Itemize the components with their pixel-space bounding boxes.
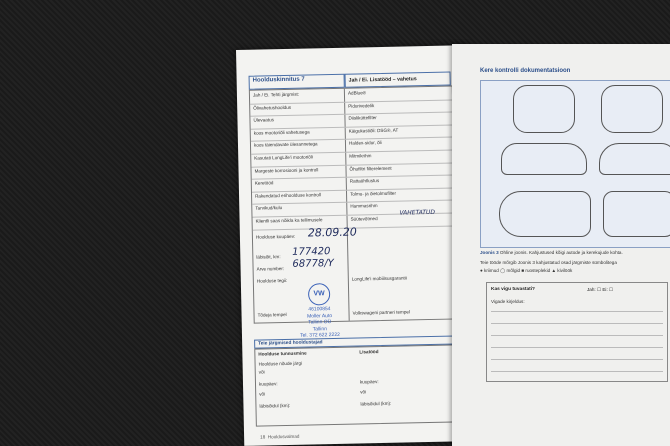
date-row: Hoolduse kuupäev: <box>255 233 296 240</box>
handwritten-mileage: 177420 <box>292 246 331 258</box>
mileage-field: läbisõidul (km): <box>259 402 291 409</box>
write-line <box>491 371 663 372</box>
mileage-row: läbisõit, km: <box>256 254 281 260</box>
grid-row: Klientli saas nõikla ka tellimusele Süütevõtmed <box>252 212 454 230</box>
figure-caption: Joonis 3 Ohline joonis. Kahjustused kõigi autode ja kerekujude kohta. <box>480 250 623 255</box>
car-interior-view-icon <box>603 191 670 237</box>
grid-row: Kasutati LongLife'i mootoriõli Mitmikrihm <box>251 149 453 167</box>
handwritten-order: 68778/Y <box>292 258 334 270</box>
body-inspection-title: Kere kontrolli dokumentatsioon <box>480 68 571 74</box>
write-line <box>491 323 663 324</box>
defects-question: Kas vigu tuvastati? <box>491 287 535 292</box>
col2-header: Lisatööd <box>359 349 379 355</box>
write-line <box>491 335 663 336</box>
date-field-2: kuupäev: <box>359 379 379 385</box>
stamp-code: 46100854 <box>308 306 331 313</box>
grid-row: Ülevaatus Diisliküttefilter <box>250 112 452 130</box>
grid-row: Rakendatud erihoolduse kontroll Tolmu- ja õietolmufilter <box>252 187 454 205</box>
next-service-grid <box>254 344 460 426</box>
page-number: 18 Hooldusvalmad <box>260 433 300 440</box>
car-rear-view-icon <box>601 85 663 133</box>
symbols-note: Teie tööde mõrgib Joonis 3 kahjustatud osad järgmiste sümbolitega <box>480 260 617 265</box>
or-label: või <box>258 369 265 375</box>
vw-logo-icon: VW <box>308 283 330 305</box>
stamp-city: Tallinn <box>312 325 328 332</box>
stamp-company: Tallinn OÜ <box>308 319 332 326</box>
left-page <box>236 45 476 446</box>
service-header: Hoolduskinnitus 7 <box>249 74 345 90</box>
stamp-name: Moller Auto <box>307 312 333 320</box>
or-label-3: või <box>360 389 367 395</box>
grid-row: koos täiendavate ülesannetega Haldex-sidur, õli <box>251 137 453 155</box>
defects-description-label: Vigade kirjeldus: <box>491 299 525 304</box>
dealer-stamp <box>293 283 346 344</box>
defects-box <box>486 282 668 382</box>
footer-text: Hooldusvalmad <box>267 433 300 440</box>
grid-row: Jah / Ei. Tehti järgmist: AdBlue® <box>250 86 452 104</box>
handwritten-note: VAHETATUD <box>399 208 436 217</box>
grid-row: Tarvikud/kulu Hammasrihm <box>252 200 454 218</box>
right-page <box>452 44 670 446</box>
stamp-row: Hoolduse tegii: LongLife'i mobiilsusgarantii <box>256 275 407 284</box>
grid-row: Õlivahetushooldus Pidurivedelik <box>250 99 452 117</box>
handwritten-date: 28.09.20 <box>307 225 357 240</box>
car-front-view-icon <box>513 85 575 133</box>
car-side-view-left-icon <box>501 143 587 175</box>
stamp-labels-row: Tõdeja tempel Volkswageni partneri tempel <box>257 309 411 318</box>
symbols-legend: ● kriimud ◯ mõlgid ■ ruosteplekid ▲ kivilöök <box>480 268 573 273</box>
next-service-title: Teie järgmised hooldustajad <box>254 335 456 348</box>
write-line <box>491 347 663 348</box>
service-grid <box>249 85 458 323</box>
extra-work-header: Jah / Ei. Lisatööd – vahetus <box>345 72 451 88</box>
car-diagram <box>480 80 670 248</box>
grid-row: Margeste korrosiooni ja kontroll Õhufiltri filterelement <box>251 162 453 180</box>
mileage-field-2: läbisõidul (km): <box>360 400 392 407</box>
order-row: Arve number: <box>256 266 285 272</box>
write-line <box>491 311 663 312</box>
grid-row: Keretööd Rattaühtlustus <box>252 175 454 193</box>
yes-checkbox[interactable]: Jah: ☐ Ei: ☐ <box>587 287 614 292</box>
service-basis-label: Hoolduse nõude järgi <box>258 360 303 367</box>
col1-header: Hoolduse tunnusmine <box>258 350 307 357</box>
car-side-view-right-icon <box>599 143 670 175</box>
date-field: kuupäev: <box>258 381 278 387</box>
car-top-view-icon <box>499 191 591 237</box>
grid-row: koos mootoriõli vahetusega Käigukastiõli: DSG®, AT <box>251 124 453 142</box>
stamp-phone: Tel. 372 622 2222 <box>300 331 340 339</box>
write-line <box>491 359 663 360</box>
or-label-2: või <box>259 391 266 397</box>
